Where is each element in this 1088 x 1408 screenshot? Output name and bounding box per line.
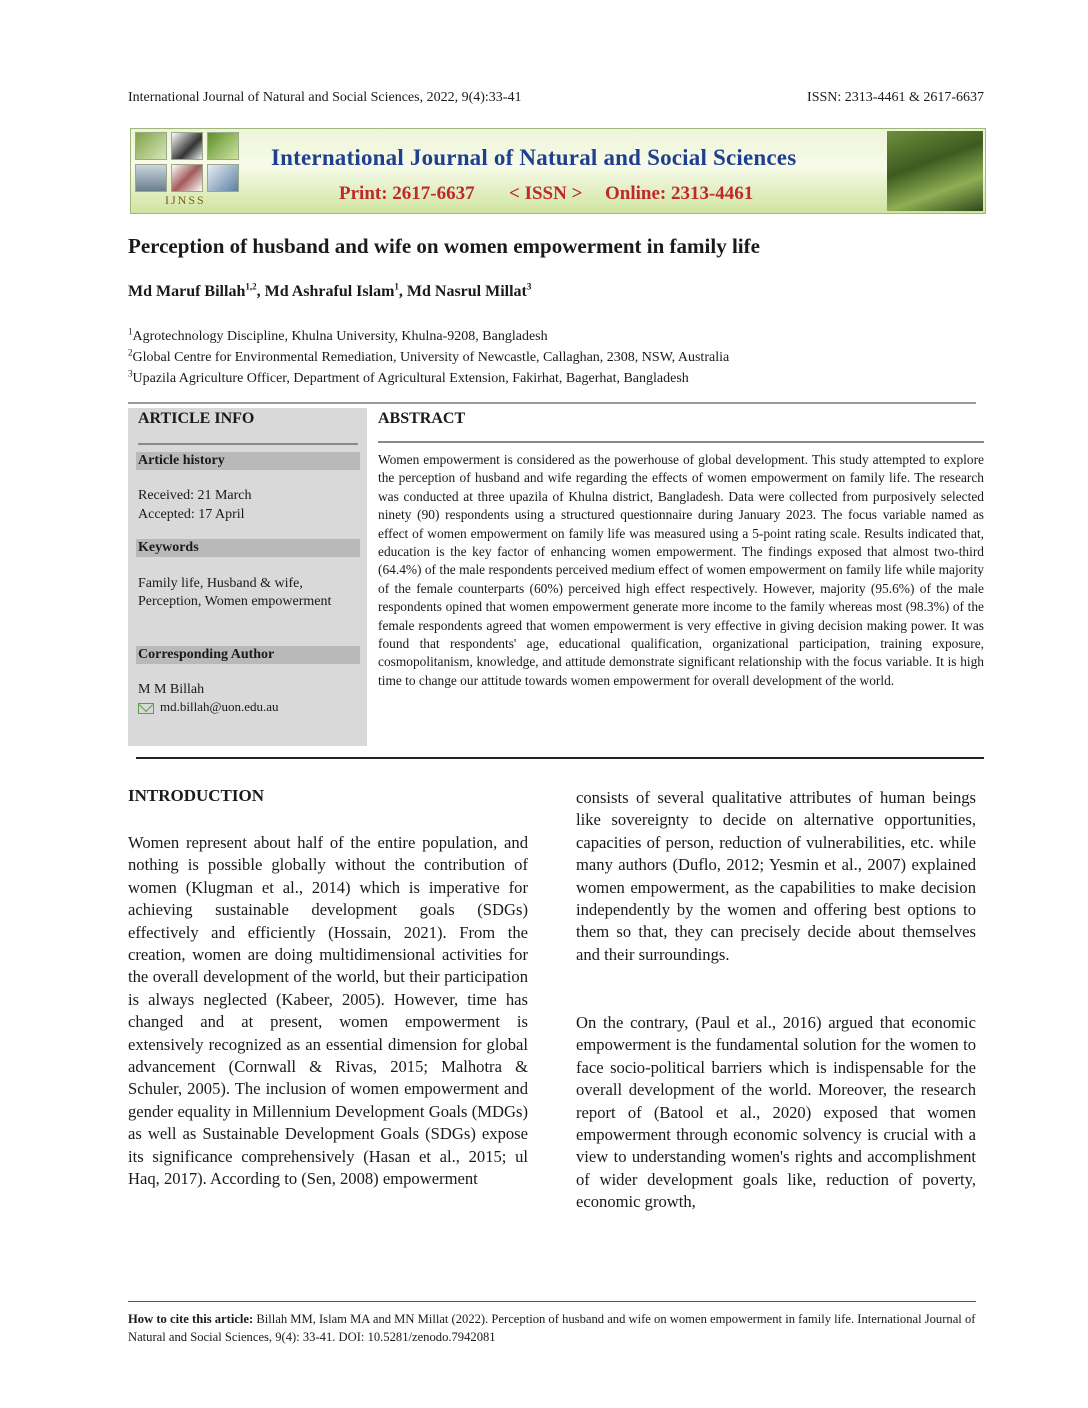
- received-date: Received: 21 March: [138, 488, 252, 503]
- banner-logo-text: IJNSS: [165, 193, 206, 207]
- livestock-thumbnail-icon: [171, 132, 203, 160]
- citation-footer: [128, 1310, 988, 1346]
- introduction-heading: INTRODUCTION: [128, 786, 265, 805]
- banner-online: Online: 2313-4461: [605, 183, 754, 204]
- author-list: [128, 283, 531, 301]
- introduction-paragraph-2: consists of several qualitative attributes of human beings like sovereignty to decide on alternative opportunities, capacities of person, reduction of vulnerabilities, etc. while many authors (Duflo, 2012; Yesmin et al., 2007) explained women empowerment, as the capabilities to make decision independently by the women and offering best options to them so that, they can precisely decide about themselves and their surroundings.: [576, 788, 976, 964]
- fish-thumbnail-icon: [135, 164, 167, 192]
- divider: [128, 1301, 976, 1302]
- plant-thumbnail-icon: [135, 132, 167, 160]
- divider: [138, 443, 358, 445]
- author-sep: ,: [398, 283, 407, 300]
- affiliation-text: Agrotechnology Discipline, Khulna University, Khulna-9208, Bangladesh: [132, 329, 548, 344]
- corresponding-author-email[interactable]: [138, 698, 348, 716]
- author-sup: 3: [526, 281, 532, 292]
- lab-thumbnail-icon: [207, 164, 239, 192]
- divider: [128, 402, 976, 404]
- article-history-heading: Article history: [136, 452, 360, 470]
- citation-text: Billah MM, Islam MA and MN Millat (2022). Perception of husband and wife on women empowerment in family life. International Journal of Natural and Social Sciences, 9(4): 33-41. DOI: 10.5281/zenodo.7942081: [128, 1312, 976, 1344]
- citation-label: How to cite this article:: [128, 1312, 254, 1326]
- author-sup: 1,2: [245, 281, 257, 292]
- affiliation-3: [128, 368, 689, 387]
- banner-title: International Journal of Natural and Social Sciences: [271, 145, 797, 170]
- running-header-issn: ISSN: 2313-4461 & 2617-6637: [807, 90, 984, 105]
- author-sup: 1: [394, 281, 399, 292]
- article-info-heading: ARTICLE INFO: [138, 410, 255, 427]
- people-thumbnail-icon: [171, 164, 203, 192]
- corresponding-author-heading: Corresponding Author: [136, 646, 360, 664]
- email-icon: [138, 703, 154, 714]
- leaf-thumbnail-icon: [207, 132, 239, 160]
- affiliation-text: Upazila Agriculture Officer, Department of Agricultural Extension, Fakirhat, Bagerhat, Bangladesh: [132, 371, 689, 386]
- author-name: Md Nasrul Millat: [406, 283, 527, 300]
- author-sep: ,: [256, 283, 265, 300]
- journal-banner: [130, 128, 986, 214]
- affiliation-text: Global Centre for Environmental Remediation, University of Newcastle, Callaghan, 2308, NSW, Australia: [132, 350, 730, 365]
- author-name: Md Ashraful Islam: [264, 283, 395, 300]
- divider: [378, 441, 984, 443]
- corresponding-author-name: M M Billah: [138, 682, 205, 697]
- keywords-heading: Keywords: [136, 539, 360, 557]
- email-text[interactable]: md.billah@uon.edu.au: [160, 699, 279, 714]
- affiliation-2: [128, 347, 730, 366]
- author-name: Md Maruf Billah: [128, 283, 246, 300]
- banner-thumbnails: [135, 132, 245, 210]
- banner-issn: < ISSN >: [509, 183, 583, 204]
- running-header-journal: International Journal of Natural and Social Sciences, 2022, 9(4):33-41: [128, 90, 522, 105]
- affiliation-sup: 1: [128, 326, 133, 337]
- affiliation-sup: 3: [128, 368, 133, 379]
- paper-title: Perception of husband and wife on women empowerment in family life: [128, 234, 760, 258]
- crop-photo-icon: [887, 131, 983, 211]
- introduction-paragraph-1: Women represent about half of the entire population, and nothing is possible globally without the contribution of women (Klugman et al., 2014) which is imperative for achieving sustainable development goals (SDGs) effectively and efficiently (Hossain, 2021). From the creation, women are doing multidimensional activities for the overall development of the world, but their participation is always neglected (Kabeer, 2005). However, time has changed and at present, women empowerment is extensively recognized as an essential dimension for global advancement (Cornwall & Rivas, 2015; Malhotra & Schuler, 2005). The inclusion of women empowerment and gender equality in Millennium Development Goals (MDGs) as well as Sustainable Development Goals (SDGs) expose its significance comprehensively (Hasan et al., 2015; ul Haq, 2017). According to (Sen, 2008) empowerment: [128, 833, 528, 1189]
- banner-print: Print: 2617-6637: [339, 183, 475, 204]
- accepted-date: Accepted: 17 April: [138, 507, 245, 522]
- divider: [136, 757, 984, 759]
- abstract-text: Women empowerment is considered as the powerhouse of global development. This study attempted to explore the perception of husband and wife regarding the effects of women empowerment on family life. The research was conducted at three upazila of Khulna district, Bangladesh. Data were collected from purposively selected ninety (90) respondents using a structured questionnaire during January 2023. The focus variable named as effect of women empowerment on family life was measured using a 5-point rating scale. Results indicated that, education is the key factor of enhancing women empowerment. The findings exposed that almost two-third (64.4%) of the male respondents perceived medium effect of women empowerment on family life while majority of the female counterparts (60%) perceived high effect respectively. However, majority (95.6%) of the male respondents opined that women empowerment generate more income to the family whereas most (98.3%) of the female respondents agreed that women empowerment is very effective in giving decision making power. It was found that respondents' age, educational qualification, organizational participation, training exposure, cosmopolitanism, knowledge, and attitude demonstrate significant relationship with the focus variable. It is high time to change our attitude towards women empowerment for overall development of the world.: [378, 452, 984, 688]
- keywords-text: Family life, Husband & wife, Perception, Women empowerment: [138, 576, 332, 609]
- abstract-heading: ABSTRACT: [378, 410, 466, 427]
- affiliation-sup: 2: [128, 347, 133, 358]
- affiliation-1: [128, 326, 548, 345]
- introduction-paragraph-3: On the contrary, (Paul et al., 2016) argued that economic empowerment is the fundamental solution for the women to face socio-political barriers which is indispensable for the overall development of the world. Moreover, the research report of (Batool et al., 2020) exposed that women empowerment through economic solvency is crucial with a view to understanding women's rights and accomplishment of wider development goals like, reduction of poverty, economic growth,: [576, 1013, 976, 1212]
